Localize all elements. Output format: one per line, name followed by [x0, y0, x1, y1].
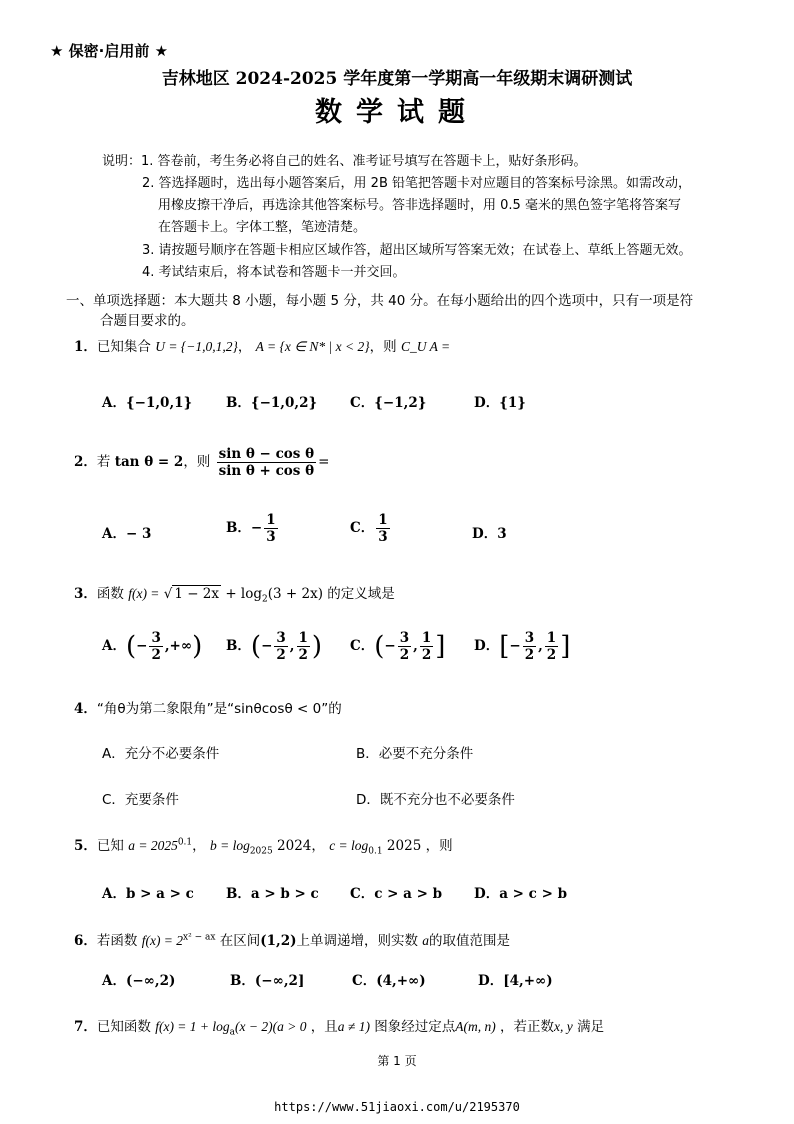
question-number: 4．	[74, 701, 97, 717]
q2-option-a: A．− 3	[102, 526, 152, 542]
question-text: 已知集合	[96, 339, 151, 355]
section-heading-line-1: 一、单项选择题：本大题共 8 小题，每小题 5 分，共 40 分。在每小题给出的四个选项中，只有一项是符	[66, 293, 694, 309]
question-7	[74, 1015, 604, 1038]
minus-sign: −	[136, 638, 148, 654]
question-text: ，则	[183, 454, 211, 470]
fraction-denominator: 2	[546, 647, 557, 663]
fraction-denominator: sin θ + cos θ	[218, 463, 315, 479]
question-number: 5．	[74, 838, 97, 854]
question-text: 若函数	[96, 933, 138, 949]
question-text: ，则	[425, 838, 453, 854]
page-number: 第 1 页	[377, 1054, 417, 1068]
separator: ，	[311, 838, 325, 854]
log-argument: (3 + 2x)	[267, 586, 323, 602]
minus-sign: −	[384, 638, 396, 654]
sqrt-icon: √	[163, 586, 173, 602]
right-bracket: ]	[435, 631, 446, 662]
fraction-denominator: 2	[421, 647, 432, 663]
left-paren: (	[125, 631, 137, 662]
math-radicand: 1 − 2x	[174, 586, 220, 602]
math-function: f(x) = 2	[141, 933, 184, 948]
subject-title: 数学试题	[315, 97, 479, 128]
question-text: ，若正数	[500, 1019, 555, 1035]
fraction	[420, 630, 433, 663]
question-number: 7．	[74, 1019, 97, 1035]
question-4	[74, 697, 342, 717]
q1-option-b: B．{−1,0,2}	[226, 395, 318, 411]
log-base: 0.1	[368, 846, 383, 857]
option-label: C．	[350, 638, 375, 654]
q4-option-b: B．必要不充分条件	[356, 746, 474, 762]
question-number: 6．	[74, 933, 97, 949]
question-3	[74, 582, 395, 605]
math-a: a = 2025	[128, 838, 178, 853]
math-interval: (1,2)	[260, 933, 297, 949]
fraction-numerator: 3	[151, 630, 161, 646]
log-base: 2025	[249, 846, 273, 857]
q4-option-c: C．充要条件	[102, 792, 179, 808]
log-argument: (x − 2)(a > 0	[235, 1019, 307, 1034]
question-text: 满足	[577, 1019, 605, 1035]
math-condition: a ≠ 1)	[337, 1019, 370, 1034]
q4-option-a: A．充分不必要条件	[102, 746, 220, 762]
question-text: 的取值范围是	[429, 933, 511, 949]
q6-option-d: D．[4,+∞)	[478, 973, 553, 989]
fraction	[376, 512, 389, 545]
fraction	[264, 512, 277, 545]
note-4: 4. 考试结束后，将本试卷和答题卡一并交回。	[142, 265, 406, 280]
comma: ,	[289, 638, 295, 654]
question-5	[74, 834, 453, 857]
question-number: 1．	[74, 339, 97, 355]
q5-option-b: B．a > b > c	[226, 886, 319, 902]
separator: ，	[237, 339, 252, 355]
separator: ，	[192, 838, 206, 854]
option-label: D．	[474, 638, 500, 654]
q1-option-a: A．{−1,0,1}	[102, 395, 193, 411]
math-log: + log	[225, 586, 263, 602]
question-text: 上单调递增，则实数	[296, 933, 418, 949]
fraction-numerator: 1	[266, 512, 276, 528]
section-heading-line-2: 合题目要求的。	[100, 313, 195, 329]
fraction	[545, 630, 558, 663]
minus-sign: −	[509, 638, 521, 654]
math-c: c = log	[329, 838, 369, 853]
question-number: 3．	[74, 586, 97, 602]
math-b: b = log	[209, 838, 250, 853]
fraction-numerator: 1	[298, 630, 308, 646]
infinity-bound: ,+∞	[164, 638, 193, 654]
right-bracket: ]	[560, 631, 571, 662]
question-text: 函数	[96, 586, 124, 602]
fraction-numerator: 1	[546, 630, 557, 646]
q3-option-a	[102, 630, 202, 663]
question-text: “角θ为第二象限角”是“sinθcosθ < 0”的	[96, 701, 342, 717]
fraction	[274, 630, 287, 663]
fraction-denominator: 3	[266, 529, 276, 545]
option-label: B．	[226, 638, 251, 654]
question-number: 2．	[74, 454, 97, 470]
fraction-denominator: 2	[524, 647, 535, 663]
question-2	[74, 446, 329, 479]
option-label: A．	[102, 638, 126, 654]
equals-sign: =	[318, 454, 330, 470]
math-variable: a	[422, 933, 430, 948]
math-complement: C_U A =	[400, 339, 451, 354]
fraction-numerator: 3	[399, 630, 410, 646]
q2-option-b	[226, 512, 280, 545]
q6-option-b: B．(−∞,2]	[230, 973, 305, 989]
q5-option-a: A．b > a > c	[102, 886, 194, 902]
q2-option-c	[350, 512, 392, 545]
left-paren: (	[250, 631, 262, 662]
fraction-denominator: 2	[298, 647, 308, 663]
note-3: 3. 请按题号顺序在答题卡相应区域作答，超出区域所写答案无效；在试卷上、草纸上答题无效。	[142, 243, 692, 258]
question-text: 图象经过定点	[374, 1019, 456, 1035]
note-2-line-1: 2. 答选择题时，选出每小题答案后，用 2B 铅笔把答题卡对应题目的答案标号涂黑。如需改动，	[142, 176, 691, 191]
math-function: f(x) =	[128, 586, 160, 601]
log-argument: 2024	[277, 838, 312, 854]
q1-option-d: D．{1}	[474, 395, 526, 411]
math-set-a: A = {x ∈ N* | x < 2}	[255, 339, 370, 354]
minus-sign: −	[261, 638, 273, 654]
fraction	[523, 630, 536, 663]
comma: ,	[538, 638, 543, 654]
question-text: 已知	[96, 838, 124, 854]
q6-option-c: C．(4,+∞)	[352, 973, 426, 989]
source-url[interactable]: https://www.51jiaoxi.com/u/2195370	[274, 1100, 520, 1114]
exponent: x² − ax	[183, 932, 216, 943]
question-text: 若	[96, 454, 111, 470]
fraction-numerator: 3	[276, 630, 286, 646]
fraction-denominator: 3	[378, 529, 388, 545]
left-paren: (	[374, 631, 385, 662]
math-function: f(x) = 1 + log	[155, 1019, 230, 1034]
note-1: 说明：1. 答卷前，考生务必将自己的姓名、准考证号填写在答题卡上，贴好条形码。	[102, 154, 587, 169]
q3-option-d	[474, 630, 570, 663]
math-fraction	[217, 446, 317, 479]
q4-option-d: D．既不充分也不必要条件	[356, 792, 515, 808]
math-set-u: U = {−1,0,1,2}	[155, 339, 238, 354]
log-base: 2	[262, 594, 268, 605]
option-label: B．−	[226, 520, 263, 536]
confidential-mark: ★ 保密·启用前 ★	[50, 42, 169, 60]
exam-title: 吉林地区 2024-2025 学年度第一学期高一年级期末调研测试	[161, 69, 633, 89]
fraction-numerator: 1	[378, 512, 388, 528]
fraction-numerator: 3	[524, 630, 535, 646]
q6-option-a: A．(−∞,2)	[102, 973, 176, 989]
fraction-denominator: 2	[276, 647, 286, 663]
left-bracket: [	[499, 631, 510, 662]
option-label: C．	[350, 520, 375, 536]
exponent: 0.1	[177, 837, 193, 848]
q3-option-b	[226, 630, 322, 663]
fraction-numerator: 1	[421, 630, 432, 646]
question-text: ，则	[369, 339, 397, 355]
note-2-line-2: 用橡皮擦干净后，再选涂其他答案标号。答非选择题时，用 0.5 毫米的黑色签字笔将答案写	[158, 198, 681, 213]
question-1	[74, 335, 450, 355]
fraction	[149, 630, 162, 663]
question-text: 已知函数	[96, 1019, 151, 1035]
question-text: 在区间	[219, 933, 261, 949]
right-paren: )	[192, 631, 203, 662]
q2-option-d: D．3	[472, 526, 507, 542]
fraction	[297, 630, 310, 663]
q5-option-c: C．c > a > b	[350, 886, 443, 902]
note-2-line-3: 在答题卡上。字体工整，笔迹清楚。	[158, 220, 367, 235]
q3-option-c	[350, 630, 445, 663]
fraction-denominator: 2	[151, 647, 161, 663]
comma: ,	[413, 638, 418, 654]
math-variables: x, y	[554, 1019, 573, 1034]
log-argument: 2025	[386, 838, 422, 854]
math-point: A(m, n)	[455, 1019, 496, 1034]
log-base: a	[229, 1027, 236, 1038]
math-condition: tan θ = 2	[114, 454, 184, 470]
question-text: 的定义域是	[327, 586, 395, 602]
question-6	[74, 929, 510, 949]
fraction-numerator: sin θ − cos θ	[218, 446, 315, 462]
fraction-denominator: 2	[399, 647, 410, 663]
fraction	[398, 630, 411, 663]
right-paren: )	[311, 631, 323, 662]
q5-option-d: D．a > c > b	[474, 886, 568, 902]
q1-option-c: C．{−1,2}	[350, 395, 427, 411]
question-text: ，且	[310, 1019, 338, 1035]
